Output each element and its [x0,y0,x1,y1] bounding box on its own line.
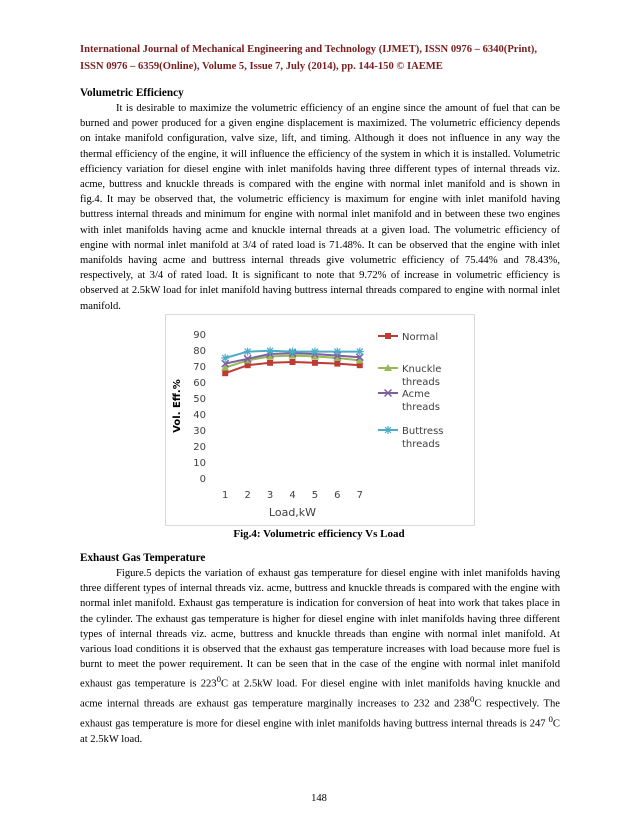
legend-label: Acme threads [402,389,440,413]
legend-label: Normal [402,332,439,343]
page-number: 148 [311,793,327,804]
legend-label: Knuckle threads [402,364,442,388]
header-line-2: ISSN 0976 – 6359(Online), Volume 5, Issue 7, July (2014), pp. 144-150 © IAEME [80,61,443,72]
exhaust-gas-paragraph [80,566,560,747]
y-tick-label: 60 [193,378,206,389]
data-point [290,359,296,365]
legend-label: Buttress threads [402,426,444,450]
volumetric-efficiency-chart [166,315,474,525]
data-point [222,370,228,376]
figure-caption: Fig.4: Volumetric efficiency Vs Load [233,528,405,540]
y-tick-label: 10 [193,458,206,469]
y-tick-label: 80 [193,346,206,357]
y-tick-label: 20 [193,442,206,453]
text-run: C respectively. The exhaust gas temperature is more for diesel engine with inlet manifolds having buttress internal threads is 247 [80,698,560,730]
superscript: 0 [469,694,475,705]
data-point [334,361,340,367]
section-title-exhaust-gas-temperature: Exhaust Gas Temperature [80,552,206,564]
x-tick-label: 3 [266,490,274,501]
data-point [311,348,319,356]
superscript: 0 [216,674,222,685]
x-tick-label: 1 [222,490,229,501]
data-point [266,347,274,355]
volumetric-efficiency-paragraph [80,101,560,314]
superscript: 0 [548,713,553,724]
data-point [356,348,364,356]
data-point [289,348,297,356]
x-tick-label: 5 [311,490,319,501]
data-point [267,360,273,366]
x-tick-label: 2 [244,490,251,501]
y-tick-label: 50 [193,394,206,405]
journal-header [80,41,560,75]
y-axis-label: Vol. Eff.% [172,379,183,433]
x-axis-label: Load,kW [268,506,317,519]
legend-marker [385,333,391,339]
y-tick-label: 40 [193,410,206,421]
text-run: C at 2.5kW load. [80,718,560,745]
y-tick-label: 90 [193,330,206,341]
legend-marker [384,426,392,434]
text-run: Figure.5 depicts the variation of exhaust gas temperature for diesel engine with inlet manifolds having three different types of internal threads viz. acme, buttress and knuckle threads is compared with the engine with normal inlet manifold. Exhaust gas temperature is indication for conversion of heat into work that takes place in the cylinder. The exhaust gas temperature is higher for diesel engine with inlet manifolds having three different types of internal threads viz. acme, buttress and knuckle threads than engine with normal inlet manifold. At various load conditions it is observed that the exhaust gas temperature increases with load because more fuel is burnt to meet the power requirement. It can be seen that in the case of the engine with normal inlet manifold exhaust gas temperature is 223 [80,568,560,690]
y-tick-label: 30 [193,426,206,437]
figure-4-chart [165,314,475,526]
data-point [221,354,229,362]
data-point [312,360,318,366]
data-point [333,348,341,356]
y-tick-label: 70 [193,362,206,373]
x-tick-label: 4 [289,490,296,501]
data-point [244,348,252,356]
x-tick-label: 7 [356,490,363,501]
header-line-1: International Journal of Mechanical Engineering and Technology (IJMET), ISSN 0976 – 6340(Print), [80,44,538,55]
paragraph-text: It is desirable to maximize the volumetric efficiency of an engine since the amount of fuel that can be burned and power produced for a given engine displacement is maximized. The volumetric efficiency depends on intake manifold configuration, valve size, lift, and timing. Although it does not influence in any way the thermal efficiency of the engine, it will influence the efficiency of the system in which it is installed. Volumetric efficiency variation for diesel engine with inlet manifolds having three different types of internal threads viz. acme, buttress and knuckle threads is compared with the engine with normal inlet manifold and is shown in fig.4. It may be observed that, the volumetric efficiency is maximum for engine with inlet manifold having buttress internal threads and minimum for engine with normal inlet manifold and in between these two engines with inlet manifolds having acme and knuckle internal threads at a given load. The volumetric efficiency of engine with normal inlet manifold at 3/4 of rated load is 71.48%. It can be observed that the engine with inlet manifolds having acme and buttress internal threads give volumetric efficiency of 75.44% and 78.43%, respectively, at 3/4 of rated load. It is significant to note that 9.72% of increase in volumetric efficiency is observed at 2.5kW load for inlet manifold having buttress internal threads compared to engine with normal inlet manifold. [80,103,560,312]
x-tick-label: 6 [334,490,341,501]
text-run: C at 2.5kW load. For diesel engine with inlet manifolds having knuckle and acme internal threads are exhaust gas temperature marginally increases to 232 and 238 [80,678,560,710]
y-tick-label: 0 [199,474,206,485]
paragraph-text [80,566,560,747]
section-title-volumetric-efficiency: Volumetric Efficiency [80,87,184,99]
